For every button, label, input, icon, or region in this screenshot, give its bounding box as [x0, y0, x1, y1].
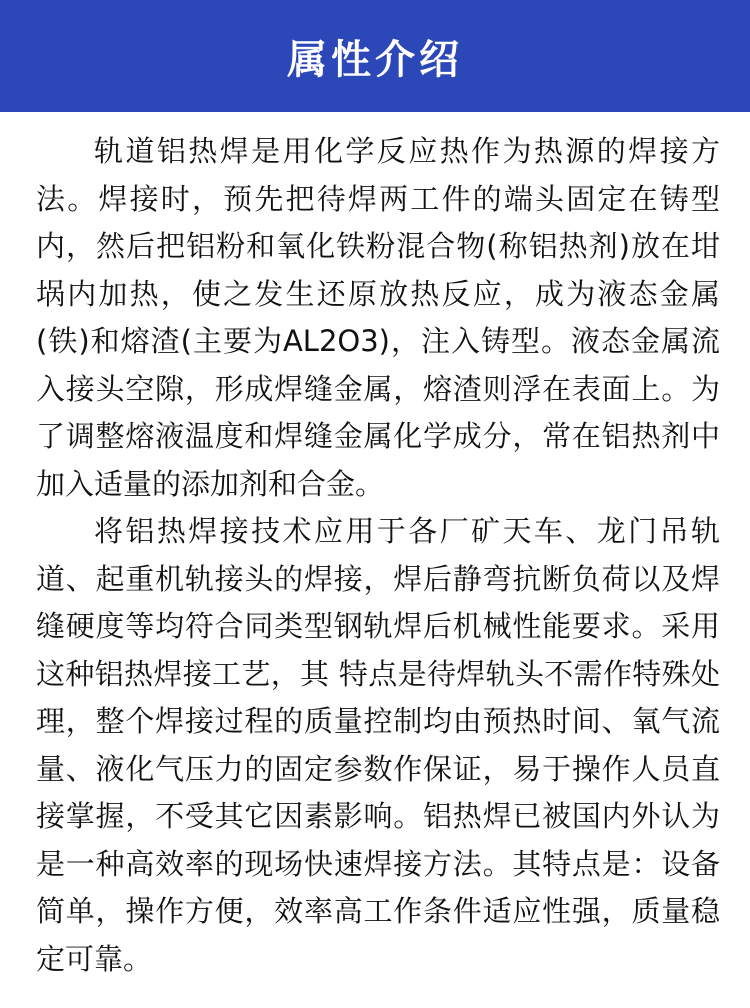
paragraph-process: 轨道铝热焊是用化学反应热作为热源的焊接方法。焊接时，预先把待焊两工件的端头固定在铸型内，然后把铝粉和氧化铁粉混合物(称铝热剂)放在坩埚内加热，使之发生还原放热反应，成为液态金属(铁)和熔渣(主要为AL2O3)，注入铸型。液态金属流入接头空隙，形成焊缝金属，熔渣则浮在表面上。为了调整熔液温度和焊缝金属化学成分，常在铝热剂中加入适量的添加剂和合金。	[36, 134, 720, 501]
paragraph-application: 将铝热焊接技术应用于各厂矿天车、龙门吊轨道、起重机轨接头的焊接，焊后静弯抗断负荷以及焊缝硬度等均符合同类型钢轨焊后机械性能要求。采用这种铝热焊接工艺，其 特点是待焊轨头不需作特殊处理，整个焊接过程的质量控制均由预热时间、氧气流量、液化气压力的固定参数作保证，易于操作人员直接掌握，不受其它因素影响。铝热焊已被国内外认为是一种高效率的现场快速焊接方法。其特点是：设备简单，操作方便，效率高工作条件适应性强，质量稳定可靠。	[36, 514, 720, 976]
description-body	[0, 112, 750, 983]
page-title: 属性介绍	[287, 36, 463, 83]
header-banner	[0, 0, 750, 112]
